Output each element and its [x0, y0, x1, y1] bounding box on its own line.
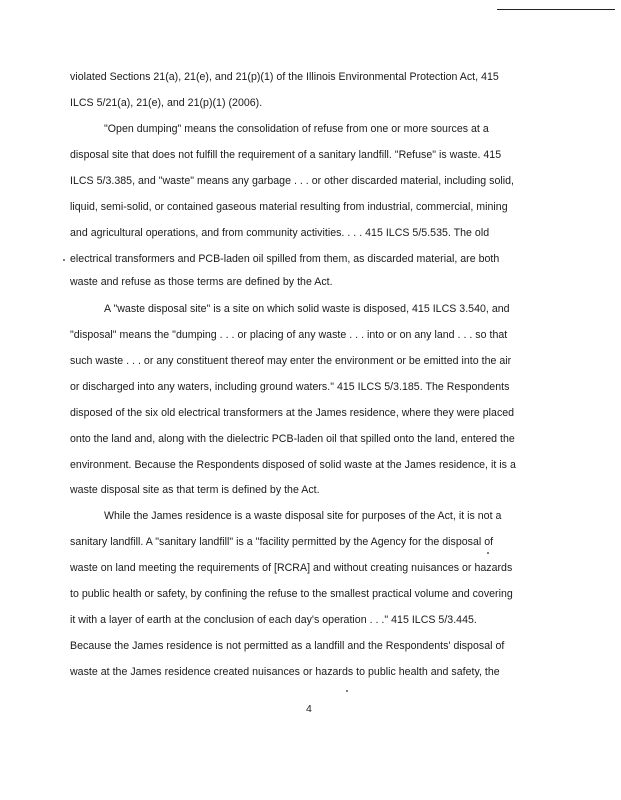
text-line-9: waste and refuse as those terms are defined by the Act.	[70, 276, 333, 288]
text-line-16: environment. Because the Respondents disposed of solid waste at the James residence, it is a	[70, 459, 516, 471]
text-line-11: "disposal" means the "dumping . . . or placing of any waste . . . into or on any land . . . so that	[70, 329, 508, 341]
text-line-4: disposal site that does not fulfill the requirement of a sanitary landfill. "Refuse" is waste. 415	[70, 149, 502, 161]
text-line-6: liquid, semi-solid, or contained gaseous material resulting from industrial, commercial, mining	[70, 201, 508, 213]
scan-speck	[346, 690, 348, 692]
text-line-22: it with a layer of earth at the conclusion of each day's operation . . ." 415 ILCS 5/3.445.	[70, 614, 477, 626]
page-number: 4	[306, 703, 312, 715]
text-line-13: or discharged into any waters, including ground waters." 415 ILCS 5/3.185. The Respondents	[70, 381, 510, 393]
text-line-18: While the James residence is a waste disposal site for purposes of the Act, it is not a	[104, 510, 502, 522]
text-line-15: onto the land and, along with the dielectric PCB-laden oil that spilled onto the land, entered the	[70, 433, 515, 445]
text-line-10: A "waste disposal site" is a site on which solid waste is disposed, 415 ILCS 3.540, and	[104, 303, 510, 315]
header-rule	[497, 9, 615, 10]
text-line-21: to public health or safety, by confining the refuse to the smallest practical volume and covering	[70, 588, 513, 600]
text-line-12: such waste . . . or any constituent thereof may enter the environment or be emitted into the air	[70, 355, 512, 367]
text-line-2: ILCS 5/21(a), 21(e), and 21(p)(1) (2006).	[70, 97, 263, 109]
text-line-5: ILCS 5/3.385, and "waste" means any garbage . . . or other discarded material, including solid,	[70, 175, 515, 187]
text-line-19: sanitary landfill. A "sanitary landfill" is a "facility permitted by the Agency for the disposal of	[70, 536, 494, 548]
text-line-7: and agricultural operations, and from community activities. . . . 415 ILCS 5/5.535. The old	[70, 227, 490, 239]
text-line-24: waste at the James residence created nuisances or hazards to public health and safety, the	[70, 666, 500, 678]
scan-speck	[63, 259, 65, 261]
text-line-20: waste on land meeting the requirements of [RCRA] and without creating nuisances or hazards	[70, 562, 513, 574]
text-line-1: violated Sections 21(a), 21(e), and 21(p)(1) of the Illinois Environmental Protection Act, 415	[70, 71, 499, 83]
text-line-3: "Open dumping" means the consolidation of refuse from one or more sources at a	[104, 123, 489, 135]
text-line-17: waste disposal site as that term is defined by the Act.	[70, 484, 320, 496]
text-line-23: Because the James residence is not permitted as a landfill and the Respondents' disposal of	[70, 640, 505, 652]
text-line-8: electrical transformers and PCB-laden oil spilled from them, as discarded material, are both	[70, 253, 500, 265]
scan-speck	[487, 552, 489, 554]
text-line-14: disposed of the six old electrical transformers at the James residence, where they were placed	[70, 407, 515, 419]
